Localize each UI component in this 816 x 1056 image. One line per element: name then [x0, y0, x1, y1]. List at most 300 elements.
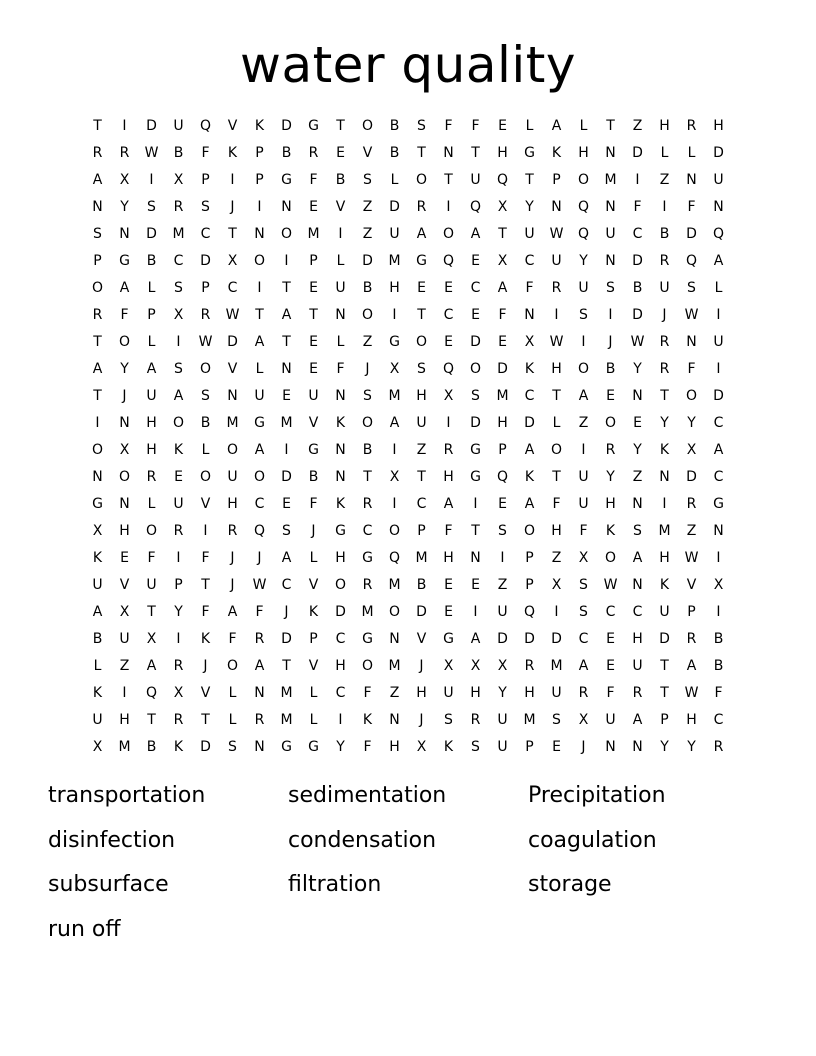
grid-row [84, 679, 732, 706]
grid-letter: T [471, 522, 480, 539]
grid-letter: S [174, 360, 183, 377]
grid-letter: K [659, 441, 670, 458]
grid-letter: N [92, 468, 103, 485]
grid-letter: U [92, 711, 103, 728]
grid-letter: I [257, 279, 262, 296]
grid-letter: U [659, 603, 670, 620]
grid-letter: R [659, 333, 670, 350]
grid-letter: E [606, 657, 615, 674]
grid-letter: U [335, 279, 346, 296]
grid-letter: C [713, 414, 724, 431]
grid-letter: E [309, 360, 318, 377]
grid-letter: X [497, 198, 508, 215]
grid-letter: F [687, 198, 696, 215]
grid-letter: S [201, 387, 210, 404]
grid-letter: L [228, 684, 237, 701]
grid-letter: X [713, 576, 724, 593]
grid-letter: S [498, 522, 507, 539]
grid-letter: A [713, 252, 724, 269]
grid-letter: L [147, 495, 156, 512]
grid-letter: A [713, 441, 724, 458]
grid-letter: O [199, 468, 212, 485]
grid-letter: T [417, 144, 426, 161]
grid-letter: K [227, 144, 238, 161]
grid-letter: O [577, 171, 590, 188]
grid-letter: H [335, 657, 346, 674]
grid-letter: B [389, 144, 400, 161]
grid-letter: K [659, 576, 670, 593]
grid-letter: V [227, 360, 238, 377]
grid-letter: D [497, 360, 508, 377]
word-list-item: coagulation [528, 827, 657, 853]
grid-letter: T [525, 171, 534, 188]
grid-letter: J [122, 387, 127, 404]
grid-row [84, 652, 732, 679]
grid-letter: F [120, 306, 129, 323]
grid-letter: U [416, 414, 427, 431]
grid-letter: F [552, 495, 561, 512]
grid-letter: X [578, 549, 589, 566]
grid-letter: D [686, 225, 697, 242]
grid-letter: T [147, 603, 156, 620]
grid-letter: S [471, 387, 480, 404]
grid-letter: G [470, 441, 481, 458]
grid-letter: S [201, 198, 210, 215]
grid-letter: E [552, 738, 561, 755]
grid-letter: Y [120, 198, 129, 215]
grid-row [84, 544, 732, 571]
grid-letter: N [335, 306, 346, 323]
grid-letter: R [173, 198, 184, 215]
grid-row [84, 706, 732, 733]
grid-row [84, 463, 732, 490]
grid-letter: Y [687, 414, 696, 431]
grid-letter: T [93, 117, 102, 134]
grid-letter: O [253, 252, 266, 269]
grid-letter: X [119, 441, 130, 458]
grid-letter: V [200, 495, 211, 512]
grid-letter: I [473, 603, 478, 620]
grid-letter: M [307, 225, 320, 242]
grid-letter: E [633, 414, 642, 431]
grid-letter: D [470, 333, 481, 350]
grid-letter: W [684, 306, 699, 323]
grid-letter: R [578, 684, 589, 701]
grid-letter: C [713, 711, 724, 728]
grid-letter: K [362, 711, 373, 728]
grid-letter: Z [632, 468, 643, 485]
grid-letter: G [524, 144, 535, 161]
grid-letter: J [662, 306, 667, 323]
grid-letter: L [147, 333, 156, 350]
grid-letter: B [605, 360, 616, 377]
grid-row [84, 193, 732, 220]
grid-letter: M [388, 657, 401, 674]
grid-letter: U [524, 225, 535, 242]
grid-letter: S [417, 360, 426, 377]
grid-letter: O [361, 657, 374, 674]
grid-letter: B [659, 225, 670, 242]
grid-letter: I [662, 198, 667, 215]
grid-letter: M [172, 225, 185, 242]
grid-letter: N [335, 468, 346, 485]
grid-letter: Z [551, 549, 562, 566]
grid-letter: F [444, 117, 453, 134]
grid-letter: D [416, 603, 427, 620]
grid-letter: K [524, 468, 535, 485]
grid-letter: F [363, 738, 372, 755]
grid-letter: L [687, 144, 696, 161]
grid-letter: H [119, 522, 130, 539]
grid-letter: U [227, 468, 238, 485]
grid-letter: P [660, 711, 669, 728]
grid-letter: S [606, 279, 615, 296]
grid-row [84, 247, 732, 274]
grid-letter: X [173, 306, 184, 323]
grid-letter: T [93, 387, 102, 404]
grid-letter: O [415, 333, 428, 350]
grid-letter: N [389, 630, 400, 647]
grid-letter: O [604, 549, 617, 566]
grid-letter: H [686, 711, 697, 728]
grid-letter: S [282, 522, 291, 539]
grid-letter: G [416, 252, 427, 269]
grid-letter: A [524, 441, 535, 458]
grid-letter: L [228, 711, 237, 728]
grid-letter: E [120, 549, 129, 566]
grid-letter: I [716, 603, 721, 620]
grid-letter: Y [120, 360, 129, 377]
word-list-item: filtration [288, 872, 382, 897]
grid-letter: N [119, 225, 130, 242]
grid-letter: T [93, 333, 102, 350]
grid-letter: H [497, 144, 508, 161]
grid-letter: E [174, 468, 183, 485]
grid-letter: P [201, 171, 210, 188]
grid-letter: T [363, 468, 372, 485]
word-list-item: sedimentation [288, 783, 447, 808]
grid-letter: P [147, 306, 156, 323]
grid-letter: R [173, 657, 184, 674]
grid-letter: L [309, 711, 318, 728]
grid-letter: V [686, 576, 697, 593]
grid-letter: F [633, 198, 642, 215]
grid-letter: A [524, 495, 535, 512]
grid-letter: J [419, 711, 424, 728]
grid-letter: T [417, 468, 426, 485]
grid-letter: C [632, 225, 643, 242]
grid-row [84, 301, 732, 328]
grid-letter: I [284, 441, 289, 458]
grid-letter: A [416, 225, 427, 242]
grid-letter: A [470, 225, 481, 242]
grid-letter: B [173, 144, 184, 161]
grid-letter: A [389, 414, 400, 431]
grid-letter: E [471, 576, 480, 593]
grid-letter: E [444, 576, 453, 593]
grid-letter: C [713, 468, 724, 485]
grid-letter: I [662, 495, 667, 512]
grid-letter: P [309, 630, 318, 647]
grid-letter: Q [442, 360, 455, 377]
grid-letter: Z [632, 117, 643, 134]
grid-letter: U [578, 279, 589, 296]
grid-letter: G [119, 252, 130, 269]
grid-letter: A [578, 387, 589, 404]
grid-letter: Q [388, 549, 401, 566]
grid-letter: U [632, 657, 643, 674]
grid-letter: D [632, 306, 643, 323]
grid-letter: B [281, 144, 292, 161]
grid-row [84, 382, 732, 409]
grid-row [84, 139, 732, 166]
grid-letter: Z [119, 657, 130, 674]
grid-letter: O [442, 225, 455, 242]
grid-letter: M [523, 711, 536, 728]
grid-letter: R [146, 468, 157, 485]
grid-letter: H [146, 414, 157, 431]
grid-letter: O [469, 360, 482, 377]
grid-letter: Y [579, 252, 588, 269]
grid-letter: O [118, 468, 131, 485]
grid-letter: T [417, 306, 426, 323]
grid-letter: X [524, 333, 535, 350]
grid-letter: H [227, 495, 238, 512]
grid-letter: R [686, 630, 697, 647]
grid-letter: U [389, 225, 400, 242]
grid-letter: T [552, 468, 561, 485]
grid-letter: H [524, 684, 535, 701]
grid-letter: H [632, 630, 643, 647]
grid-letter: X [443, 387, 454, 404]
grid-letter: S [228, 738, 237, 755]
grid-letter: P [525, 738, 534, 755]
grid-letter: O [550, 441, 563, 458]
grid-letter: B [146, 252, 157, 269]
grid-letter: N [605, 198, 616, 215]
grid-letter: N [254, 225, 265, 242]
grid-letter: U [713, 171, 724, 188]
grid-letter: C [578, 630, 589, 647]
grid-row [84, 733, 732, 760]
grid-letter: A [632, 549, 643, 566]
grid-letter: O [523, 522, 536, 539]
grid-letter: X [173, 684, 184, 701]
grid-letter: I [392, 441, 397, 458]
grid-letter: A [254, 441, 265, 458]
grid-letter: G [443, 630, 454, 647]
grid-letter: O [685, 387, 698, 404]
grid-letter: Z [686, 522, 697, 539]
grid-letter: C [470, 279, 481, 296]
grid-letter: A [146, 657, 157, 674]
grid-letter: U [497, 738, 508, 755]
grid-letter: B [362, 279, 373, 296]
grid-letter: I [95, 414, 100, 431]
grid-letter: V [416, 630, 427, 647]
grid-letter: Y [633, 441, 642, 458]
grid-letter: F [228, 630, 237, 647]
grid-letter: D [281, 468, 292, 485]
grid-letter: U [254, 387, 265, 404]
grid-letter: W [198, 333, 213, 350]
grid-letter: B [92, 630, 103, 647]
grid-letter: G [470, 468, 481, 485]
grid-row [84, 409, 732, 436]
grid-letter: T [336, 117, 345, 134]
grid-letter: D [524, 630, 535, 647]
grid-letter: Q [442, 252, 455, 269]
grid-letter: H [605, 495, 616, 512]
grid-letter: N [254, 738, 265, 755]
grid-letter: U [119, 630, 130, 647]
grid-letter: D [200, 738, 211, 755]
grid-letter: Q [496, 171, 509, 188]
grid-letter: D [551, 630, 562, 647]
grid-letter: X [497, 657, 508, 674]
grid-letter: A [281, 306, 292, 323]
grid-letter: I [716, 549, 721, 566]
grid-letter: E [471, 306, 480, 323]
grid-letter: P [525, 576, 534, 593]
grid-letter: I [338, 711, 343, 728]
grid-letter: D [281, 630, 292, 647]
grid-letter: Y [336, 738, 345, 755]
grid-letter: L [309, 684, 318, 701]
grid-letter: I [176, 630, 181, 647]
grid-letter: X [92, 522, 103, 539]
grid-letter: H [470, 684, 481, 701]
grid-letter: U [497, 711, 508, 728]
grid-letter: R [551, 279, 562, 296]
grid-letter: I [554, 603, 559, 620]
grid-letter: D [335, 603, 346, 620]
grid-letter: H [389, 279, 400, 296]
grid-row [84, 274, 732, 301]
grid-letter: I [581, 333, 586, 350]
grid-letter: W [549, 225, 564, 242]
grid-letter: H [146, 441, 157, 458]
grid-letter: V [362, 144, 373, 161]
grid-letter: Z [389, 684, 400, 701]
grid-letter: R [173, 711, 184, 728]
grid-letter: H [551, 522, 562, 539]
grid-letter: I [635, 171, 640, 188]
grid-letter: I [716, 360, 721, 377]
grid-letter: J [419, 657, 424, 674]
grid-letter: E [309, 333, 318, 350]
grid-letter: L [525, 117, 534, 134]
grid-letter: S [147, 198, 156, 215]
grid-letter: A [578, 657, 589, 674]
grid-letter: R [443, 441, 454, 458]
grid-letter: Y [525, 198, 534, 215]
grid-letter: F [444, 522, 453, 539]
grid-letter: T [660, 387, 669, 404]
grid-letter: M [604, 171, 617, 188]
grid-letter: Y [660, 738, 669, 755]
grid-letter: P [93, 252, 102, 269]
grid-letter: X [686, 441, 697, 458]
grid-letter: O [361, 306, 374, 323]
grid-letter: C [524, 387, 535, 404]
grid-letter: I [284, 252, 289, 269]
grid-letter: H [659, 117, 670, 134]
grid-letter: L [147, 279, 156, 296]
grid-letter: R [173, 522, 184, 539]
grid-letter: A [497, 279, 508, 296]
grid-letter: R [686, 117, 697, 134]
grid-letter: O [604, 414, 617, 431]
grid-letter: E [444, 279, 453, 296]
grid-row [84, 220, 732, 247]
grid-letter: O [388, 522, 401, 539]
grid-letter: M [496, 387, 509, 404]
grid-letter: W [144, 144, 159, 161]
grid-letter: S [552, 711, 561, 728]
grid-letter: E [309, 279, 318, 296]
page-title: water quality [240, 36, 576, 94]
grid-letter: M [361, 603, 374, 620]
grid-letter: T [660, 657, 669, 674]
grid-letter: W [684, 549, 699, 566]
grid-letter: I [203, 522, 208, 539]
grid-letter: K [308, 603, 319, 620]
grid-letter: F [201, 144, 210, 161]
grid-letter: K [254, 117, 265, 134]
grid-letter: B [200, 414, 211, 431]
grid-letter: I [473, 495, 478, 512]
grid-letter: H [551, 360, 562, 377]
grid-letter: H [497, 414, 508, 431]
grid-letter: X [119, 603, 130, 620]
grid-letter: Q [577, 198, 590, 215]
grid-letter: K [173, 738, 184, 755]
grid-letter: H [578, 144, 589, 161]
grid-letter: B [416, 576, 427, 593]
grid-letter: R [362, 576, 373, 593]
grid-letter: L [714, 279, 723, 296]
grid-letter: N [686, 333, 697, 350]
word-list-item: condensation [288, 827, 437, 853]
grid-letter: O [415, 171, 428, 188]
grid-letter: R [605, 441, 616, 458]
grid-letter: U [578, 495, 589, 512]
grid-letter: D [200, 252, 211, 269]
grid-letter: F [255, 603, 264, 620]
grid-letter: C [254, 495, 265, 512]
word-list-item: run off [48, 916, 121, 942]
grid-letter: I [446, 198, 451, 215]
grid-letter: O [91, 441, 104, 458]
grid-letter: N [632, 495, 643, 512]
grid-letter: P [417, 522, 426, 539]
grid-letter: U [92, 576, 103, 593]
grid-letter: F [309, 171, 318, 188]
grid-letter: X [173, 171, 184, 188]
grid-letter: A [173, 387, 184, 404]
grid-letter: A [632, 711, 643, 728]
grid-letter: Z [362, 225, 373, 242]
grid-letter: D [713, 144, 724, 161]
grid-letter: C [335, 630, 346, 647]
grid-letter: J [230, 576, 235, 593]
grid-letter: G [362, 630, 373, 647]
grid-letter: X [227, 252, 238, 269]
grid-letter: I [554, 306, 559, 323]
grid-letter: O [172, 414, 185, 431]
grid-letter: I [257, 198, 262, 215]
